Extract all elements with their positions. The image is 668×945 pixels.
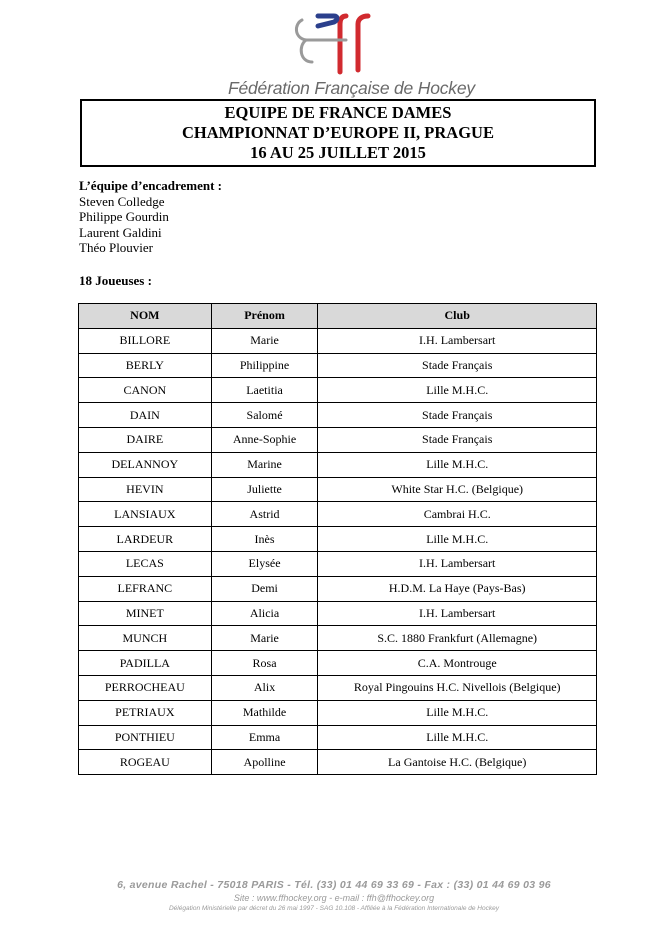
cell-club: I.H. Lambersart <box>318 601 597 626</box>
cell-club: S.C. 1880 Frankfurt (Allemagne) <box>318 626 597 651</box>
cell-club: Lille M.H.C. <box>318 700 597 725</box>
footer-contact: Site : www.ffhockey.org - e-mail : ffh@ffhockey.org <box>233 893 435 903</box>
cell-nom: LANSIAUX <box>79 502 212 527</box>
table-row <box>79 527 597 552</box>
table-row <box>79 651 597 676</box>
table-row <box>79 452 597 477</box>
column-header-nom: NOM <box>79 304 212 329</box>
cell-prenom: Marie <box>211 626 318 651</box>
cell-club: H.D.M. La Haye (Pays-Bas) <box>318 576 597 601</box>
table-row <box>79 551 597 576</box>
table-row <box>79 502 597 527</box>
cell-club: Cambrai H.C. <box>318 502 597 527</box>
players-heading: 18 Joueuses : <box>79 273 152 288</box>
cell-club: La Gantoise H.C. (Belgique) <box>318 750 597 775</box>
cell-club: Lille M.H.C. <box>318 527 597 552</box>
cell-nom: PONTHIEU <box>79 725 212 750</box>
table-row <box>79 427 597 452</box>
cell-club: Lille M.H.C. <box>318 725 597 750</box>
title-line-2: CHAMPIONNAT D’EUROPE II, PRAGUE <box>182 123 494 142</box>
cell-prenom: Salomé <box>211 403 318 428</box>
title-box <box>80 99 596 167</box>
cell-club: Stade Français <box>318 353 597 378</box>
cell-nom: BERLY <box>79 353 212 378</box>
cell-club: Royal Pingouins H.C. Nivellois (Belgique) <box>318 675 597 700</box>
cell-nom: MINET <box>79 601 212 626</box>
staff-member: Steven Colledge <box>79 193 165 209</box>
table-row <box>79 328 597 353</box>
table-row <box>79 626 597 651</box>
cell-nom: LEFRANC <box>79 576 212 601</box>
cell-nom: DAIRE <box>79 427 212 452</box>
table-row <box>79 403 597 428</box>
staff-heading: L’équipe d’encadrement : <box>79 178 222 193</box>
title-line-1: EQUIPE DE FRANCE DAMES <box>224 103 452 122</box>
cell-club: I.H. Lambersart <box>318 551 597 576</box>
cell-prenom: Astrid <box>211 502 318 527</box>
cell-prenom: Philippine <box>211 353 318 378</box>
players-table-body <box>79 328 597 774</box>
cell-club: Lille M.H.C. <box>318 452 597 477</box>
hockey-sticks-icon <box>288 10 384 78</box>
cell-prenom: Anne-Sophie <box>211 427 318 452</box>
cell-prenom: Laetitia <box>211 378 318 403</box>
table-row <box>79 700 597 725</box>
cell-prenom: Apolline <box>211 750 318 775</box>
cell-club: Stade Français <box>318 403 597 428</box>
cell-club: C.A. Montrouge <box>318 651 597 676</box>
cell-nom: LARDEUR <box>79 527 212 552</box>
table-row <box>79 725 597 750</box>
cell-nom: ROGEAU <box>79 750 212 775</box>
table-row <box>79 353 597 378</box>
staff-section <box>79 178 222 256</box>
staff-member: Théo Plouvier <box>79 240 154 255</box>
table-row <box>79 601 597 626</box>
cell-nom: HEVIN <box>79 477 212 502</box>
column-header-club: Club <box>318 304 597 329</box>
title-line-3: 16 AU 25 JUILLET 2015 <box>250 143 426 162</box>
logo-text: Fédération Française de Hockey <box>228 78 475 98</box>
cell-prenom: Marie <box>211 328 318 353</box>
cell-prenom: Mathilde <box>211 700 318 725</box>
cell-nom: CANON <box>79 378 212 403</box>
players-table <box>78 303 597 775</box>
cell-club: I.H. Lambersart <box>318 328 597 353</box>
cell-club: Stade Français <box>318 427 597 452</box>
cell-club: White Star H.C. (Belgique) <box>318 477 597 502</box>
staff-member: Laurent Galdini <box>79 224 162 240</box>
footer-legal: Délégation Ministérielle par décret du 26 mai 1997 - SAG 10.108 - Affiliée à la Fédération Internationale de Hockey <box>168 905 499 912</box>
cell-prenom: Alix <box>211 675 318 700</box>
table-row <box>79 477 597 502</box>
cell-prenom: Inès <box>211 527 318 552</box>
staff-member: Philippe Gourdin <box>79 209 169 224</box>
federation-logo <box>228 10 475 100</box>
cell-prenom: Marine <box>211 452 318 477</box>
cell-prenom: Emma <box>211 725 318 750</box>
cell-prenom: Alicia <box>211 601 318 626</box>
table-row <box>79 675 597 700</box>
cell-prenom: Demi <box>211 576 318 601</box>
cell-nom: MUNCH <box>79 626 212 651</box>
table-row <box>79 750 597 775</box>
footer-address: 6, avenue Rachel - 75018 PARIS - Tél. (33) 01 44 69 33 69 - Fax : (33) 01 44 69 03 96 <box>117 879 551 891</box>
cell-prenom: Juliette <box>211 477 318 502</box>
table-row <box>79 576 597 601</box>
cell-nom: DELANNOY <box>79 452 212 477</box>
column-header-prenom: Prénom <box>211 304 318 329</box>
cell-nom: BILLORE <box>79 328 212 353</box>
cell-nom: PERROCHEAU <box>79 675 212 700</box>
cell-prenom: Elysée <box>211 551 318 576</box>
cell-prenom: Rosa <box>211 651 318 676</box>
cell-nom: LECAS <box>79 551 212 576</box>
cell-nom: DAIN <box>79 403 212 428</box>
table-row <box>79 378 597 403</box>
table-header-row <box>79 304 597 329</box>
cell-nom: PADILLA <box>79 651 212 676</box>
cell-nom: PETRIAUX <box>79 700 212 725</box>
cell-club: Lille M.H.C. <box>318 378 597 403</box>
